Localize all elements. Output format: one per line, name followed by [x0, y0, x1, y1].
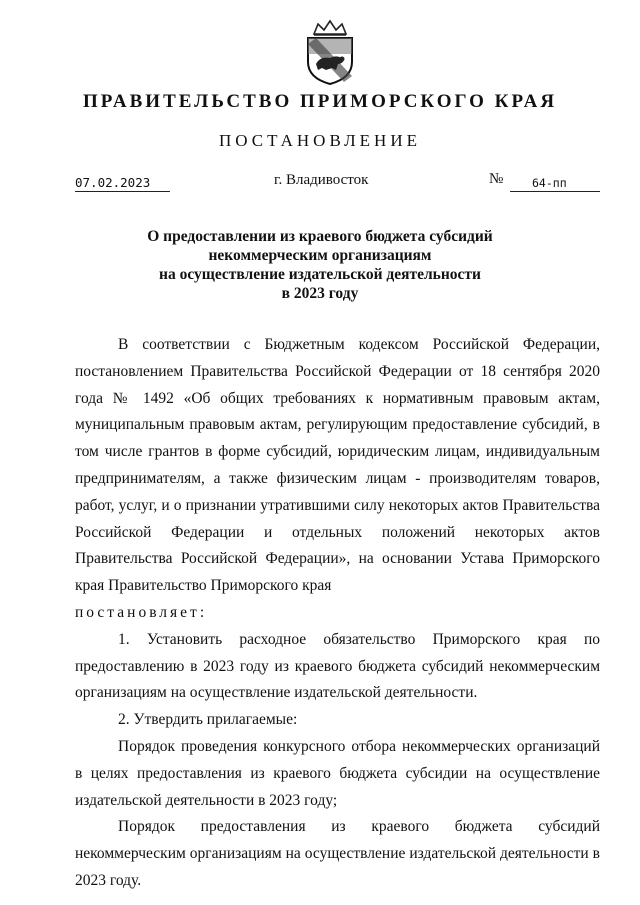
resolves-line	[75, 600, 600, 627]
title-line: в 2023 году	[281, 285, 359, 302]
item-2a-paragraph: Порядок проведения конкурсного отбора некоммерческих организаций в целях предоставления из краевого бюджета субсидии на осуществление издательской деятельности в 2023 году;	[75, 737, 600, 809]
document-city: г. Владивосток	[274, 172, 369, 188]
document-number-label: №	[489, 171, 504, 187]
coat-of-arms-icon	[300, 18, 360, 86]
document-type: ПОСТАНОВЛЕНИЕ	[218, 131, 421, 150]
item-2-paragraph: 2. Утвердить прилагаемые:	[118, 711, 298, 729]
document-body	[75, 332, 600, 895]
title-line: некоммерческим организациям	[208, 247, 432, 264]
title-line: О предоставлении из краевого бюджета субсидий	[147, 228, 493, 245]
document-title	[0, 227, 640, 303]
item-2b-paragraph: Порядок предоставления из краевого бюджета субсидий некоммерческим организациям на осуществление издательской деятельности в 2023 году.	[75, 818, 600, 889]
document-date: 07.02.2023	[75, 175, 170, 192]
resolves-text: постановляет:	[75, 603, 208, 621]
preamble-paragraph	[75, 332, 600, 600]
organization-name: ПРАВИТЕЛЬСТВО ПРИМОРСКОГО КРАЯ	[82, 91, 558, 112]
item-1-paragraph: 1. Установить расходное обязательство Приморского края по предоставлению в 2023 году из краевого бюджета субсидий некоммерческим организациям на осуществление издательской деятельности.	[75, 630, 600, 702]
document-number: 64-пп	[510, 175, 600, 192]
preamble-text: В соответствии с Бюджетным кодексом Российской Федерации, постановлением Правительства Российской Федерации от 18 сентября 2020 года № 1492 «Об общих требованиях к нормативным правовым актам, муниципальным правовым актам, регулирующим предоставление субсидий, в том числе грантов в форме субсидий, юридическим лицам, индивидуальным предпринимателям, а также физическим лицам - производителям товаров, работ, услуг, и о признании утратившими силу некоторых актов Правительства Российской Федерации и отдельных положений некоторых актов Правительства Российской Федерации», на основании Устава Приморского края Правительство Приморского края	[75, 336, 600, 595]
title-line: на осуществление издательской деятельности	[159, 266, 481, 283]
